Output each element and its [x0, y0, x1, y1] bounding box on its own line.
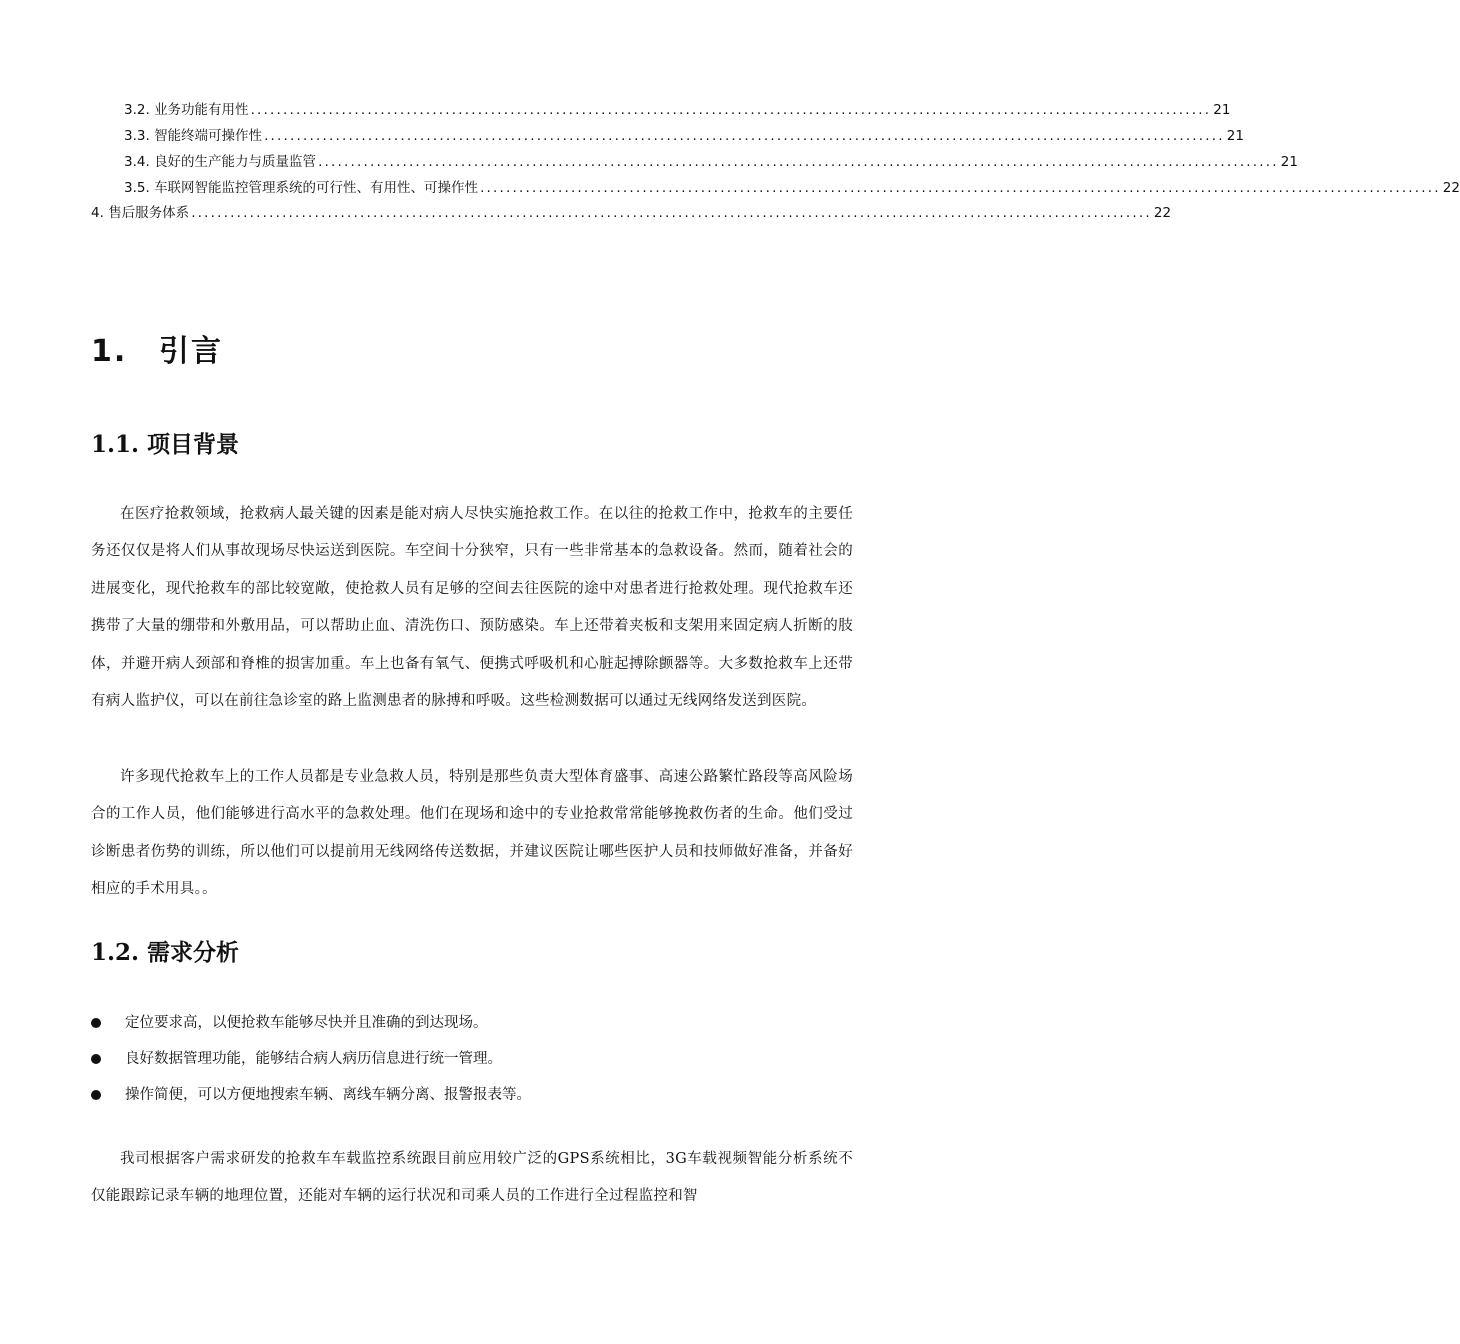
requirement-list: [91, 1009, 853, 1117]
toc-leader-dots: ....................................................................................................................................................: [191, 205, 1152, 221]
section-heading-project-background: 1.1. 项目背景: [91, 431, 240, 458]
toc-entry-title: 智能终端可操作性: [154, 128, 263, 144]
toc-leader-dots: ....................................................................................................................................................: [480, 180, 1441, 196]
toc-entry-number: 3.3.: [124, 128, 150, 144]
toc-entry-title: 售后服务体系: [108, 205, 190, 221]
body-paragraph-background-1: 在医疗抢救领域，抢救病人最关键的因素是能对病人尽快实施抢救工作。在以往的抢救工作中，抢救车的主要任务还仅仅是将人们从事故现场尽快运送到医院。车空间十分狭窄，只有一些非常基本的急救设备。然而，随着社会的进展变化，现代抢救车的部比较宽敞，使抢救人员有足够的空间去往医院的途中对患者进行抢救处理。现代抢救车还携带了大量的绷带和外敷用品，可以帮助止血、清洗伤口、预防感染。车上还带着夹板和支架用来固定病人折断的肢体，并避开病人颈部和脊椎的损害加重。车上也备有氧气、便携式呼吸机和心脏起搏除颤器等。大多数抢救车上还带有病人监护仪，可以在前往急诊室的路上监测患者的脉搏和呼吸。这些检测数据可以通过无线网络发送到医院。: [91, 506, 853, 710]
list-item: [91, 1045, 853, 1081]
list-item-text: 良好数据管理功能，能够结合病人病历信息进行统一管理。: [125, 1051, 502, 1067]
section-heading-requirement-analysis: 1.2. 需求分析: [91, 939, 240, 966]
toc-leader-dots: ....................................................................................................................................................: [250, 102, 1212, 118]
toc-entry[interactable]: [124, 125, 1244, 147]
toc-entry-number: 3.4.: [124, 154, 150, 170]
toc-entry-number: 4.: [91, 205, 104, 221]
toc-entry-page: 22: [1153, 205, 1172, 221]
toc-entry-page: 21: [1226, 128, 1244, 144]
chapter-number: 1.: [91, 334, 128, 369]
toc-entry-title: 良好的生产能力与质量监管: [154, 154, 317, 170]
toc-entry[interactable]: [91, 202, 1172, 224]
list-item: [91, 1009, 853, 1045]
toc-entry-number: 3.2.: [124, 102, 150, 118]
body-paragraph-background-2: 许多现代抢救车上的工作人员都是专业急救人员，特别是那些负责大型体育盛事、高速公路繁忙路段等高风险场合的工作人员，他们能够进行高水平的急救处理。他们在现场和途中的专业抢救常常能够挽救伤者的生命。他们受过诊断患者伤势的训练，所以他们可以提前用无线网络传送数据，并建议医院让哪些医护人员和技师做好准备，并备好相应的手术用具。。: [91, 769, 853, 898]
toc-entry-page: 21: [1213, 102, 1231, 118]
chapter-heading: [91, 326, 223, 370]
toc-leader-dots: ....................................................................................................................................................: [318, 154, 1279, 170]
toc-entry[interactable]: [124, 99, 1231, 121]
toc-entry-page: 21: [1280, 154, 1298, 170]
toc-entry-title: 业务功能有用性: [154, 102, 249, 118]
list-item-text: 定位要求高，以便抢救车能够尽快并且准确的到达现场。: [125, 1015, 488, 1031]
chapter-title: 引言: [159, 334, 223, 369]
toc-entry-number: 3.5.: [124, 180, 150, 196]
list-item: [91, 1081, 853, 1117]
bullet-icon: [91, 1018, 101, 1028]
toc-entry[interactable]: [124, 151, 1298, 173]
body-paragraph-system-comparison: 我司根据客户需求研发的抢救车车载监控系统跟目前应用较广泛的GPS系统相比，3G车载视频智能分析系统不仅能跟踪记录车辆的地理位置，还能对车辆的运行状况和司乘人员的工作进行全过程监控和智: [91, 1151, 853, 1205]
toc-entry-title: 车联网智能监控管理系统的可行性、有用性、可操作性: [154, 180, 479, 196]
list-item-text: 操作简便，可以方便地搜索车辆、离线车辆分离、报警报表等。: [125, 1087, 531, 1103]
bullet-icon: [91, 1054, 101, 1064]
toc-entry-page: 22: [1442, 180, 1460, 196]
toc-entry[interactable]: [124, 177, 1460, 199]
bullet-icon: [91, 1090, 101, 1100]
toc-leader-dots: ....................................................................................................................................................: [264, 128, 1225, 144]
